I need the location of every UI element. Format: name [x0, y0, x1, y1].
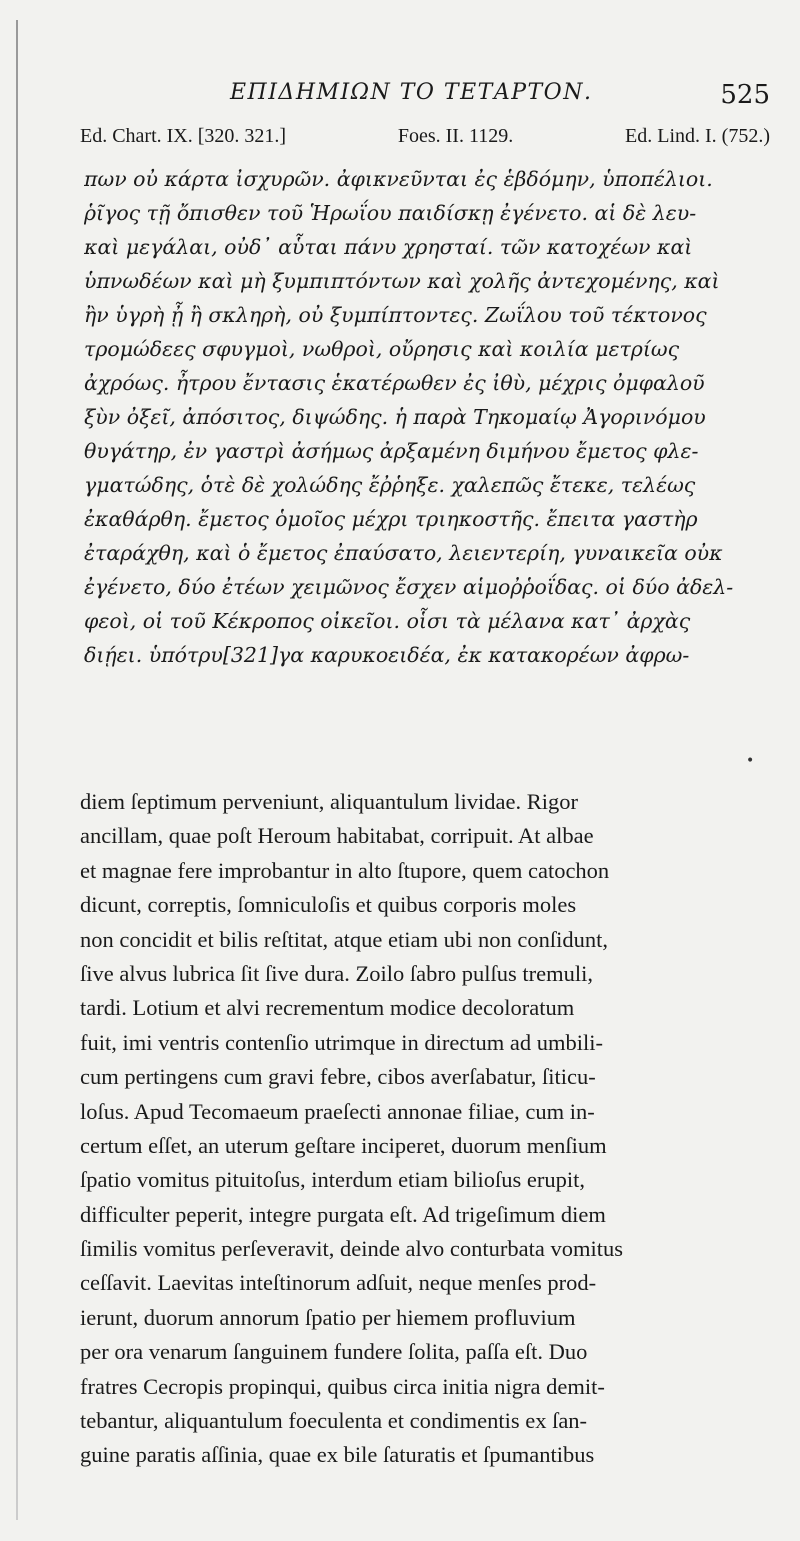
greek-line: γματώδης, ὁτὲ δὲ χολώδης ἔῤῥηξε. χαλεπῶς ἔτεκε, τελέως	[84, 473, 696, 497]
greek-line: ἐταράχθη, καὶ ὁ ἔμετος ἐπαύσατο, λειεντερίη, γυναικεῖα οὐκ	[84, 541, 723, 565]
greek-line: καὶ μεγάλαι, οὐδ᾽ αὗται πάνυ χρησταί. τῶν κατοχέων καὶ	[84, 235, 693, 259]
latin-line: tardi. Lotium et alvi recrementum modice decoloratum	[80, 995, 575, 1021]
latin-line: cum pertingens cum gravi febre, cibos averſabatur, ſiticu-	[80, 1064, 596, 1090]
greek-line: ξὺν ὀξεῖ, ἀπόσιτος, διψώδης. ἡ παρὰ Τηκομαίῳ Ἀγορινόμου	[84, 405, 706, 429]
latin-line: fuit, imi ventris contenſio utrimque in directum ad umbili-	[80, 1029, 604, 1055]
greek-line: ἐκαθάρθη. ἔμετος ὁμοῖος μέχρι τριηκοστῆς. ἔπειτα γαστὴρ	[84, 507, 698, 531]
greek-line: φεοὶ, οἱ τοῦ Κέκροπος οἰκεῖοι. οἷσι τὰ μέλανα κατ᾽ ἀρχὰς	[84, 609, 691, 633]
latin-line: dicunt, correptis, ſomniculoſis et quibus corporis moles	[80, 892, 577, 918]
greek-line: πων οὐ κάρτα ἰσχυρῶν. ἀφικνεῦνται ἐς ἑβδόμην, ὑποπέλιοι.	[84, 167, 713, 191]
edition-references	[80, 125, 770, 148]
greek-line: ἀχρόως. ἦτρου ἔντασις ἑκατέρωθεν ἐς ἰθὺ, μέχρις ὀμφαλοῦ	[84, 371, 705, 395]
greek-line: θυγάτηρ, ἐν γαστρὶ ἀσήμως ἀρξαμένη διμήνου ἔμετος φλε-	[84, 439, 699, 463]
latin-line: ierunt, duorum annorum ſpatio per hiemem profluvium	[80, 1304, 576, 1330]
greek-line: ἢν ὑγρὴ ᾖ ἢ σκληρὴ, οὐ ξυμπίπτοντες. Ζωΐλου τοῦ τέκτονος	[84, 303, 707, 327]
greek-line: ἐγένετο, δύο ἐτέων χειμῶνος ἔσχεν αἱμοῤῥοΐδας. οἱ δύο ἀδελ-	[84, 575, 734, 599]
greek-line: τρομώδεες σφυγμοὶ, νωθροὶ, οὔρησις καὶ κοιλία μετρίως	[84, 337, 680, 361]
latin-line: fratres Cecropis propinqui, quibus circa initia nigra demit-	[80, 1373, 605, 1399]
foes-reference: Foes. II. 1129.	[397, 125, 514, 147]
latin-line: ſpatio vomitus pituitoſus, interdum etiam bilioſus erupit,	[80, 1167, 585, 1193]
greek-line: ῥῖγος τῇ ὄπισθεν τοῦ Ἡρωΐου παιδίσκῃ ἐγένετο. αἱ δὲ λευ-	[84, 201, 697, 225]
latin-line: non concidit et bilis reſtitat, atque etiam ubi non conſidunt,	[80, 926, 609, 952]
greek-line: ὑπνωδέων καὶ μὴ ξυμπιπτόντων καὶ χολῆς ἀντεχομένης, καὶ	[84, 269, 720, 293]
chartier-reference: Ed. Chart. IX. [320. 321.]	[80, 125, 287, 147]
latin-line: et magnae fere improbantur in alto ſtupore, quem catochon	[80, 857, 610, 883]
greek-text-block	[84, 162, 770, 672]
linden-reference: Ed. Lind. I. (752.)	[625, 125, 770, 147]
latin-line: ancillam, quae poſt Heroum habitabat, corripuit. At albae	[80, 823, 594, 849]
latin-line: difficulter peperit, integre purgata eſt. Ad trigeſimum diem	[80, 1201, 606, 1227]
latin-line: ſive alvus lubrica ſit ſive dura. Zoilo ſabro pulſus tremuli,	[80, 960, 594, 986]
latin-line: loſus. Apud Tecomaeum praeſecti annonae filiae, cum in-	[80, 1098, 595, 1124]
running-title: ΕΠΙΔΗΜΙΩΝ ΤΟ ΤΕΤΑΡΤΟΝ.	[230, 80, 593, 105]
latin-text-block	[80, 785, 775, 1473]
greek-line: διῄει. ὑπότρυ[321]γα καρυκοειδέα, ἐκ κατακορέων ἀφρω-	[84, 643, 690, 667]
latin-line: tebantur, aliquantulum foeculenta et condimentis ex ſan-	[80, 1408, 588, 1434]
latin-line: ceſſavit. Laevitas inteſtinorum adſuit, neque menſes prod-	[80, 1270, 597, 1296]
page-header	[0, 80, 800, 120]
latin-line: per ora venarum ſanguinem fundere ſolita, paſſa eſt. Duo	[80, 1339, 588, 1365]
latin-line: ſimilis vomitus perſeveravit, deinde alvo conturbata vomitus	[80, 1236, 624, 1262]
latin-line: certum eſſet, an uterum geſtare inciperet, duorum menſium	[80, 1132, 607, 1158]
ink-mark: •	[746, 753, 755, 769]
latin-line: guine paratis aſſinia, quae ex bile ſaturatis et ſpumantibus	[80, 1442, 595, 1468]
latin-line: diem ſeptimum perveniunt, aliquantulum lividae. Rigor	[80, 789, 579, 814]
page-edge-shadow	[16, 20, 18, 1520]
page-number: 525	[720, 80, 770, 110]
